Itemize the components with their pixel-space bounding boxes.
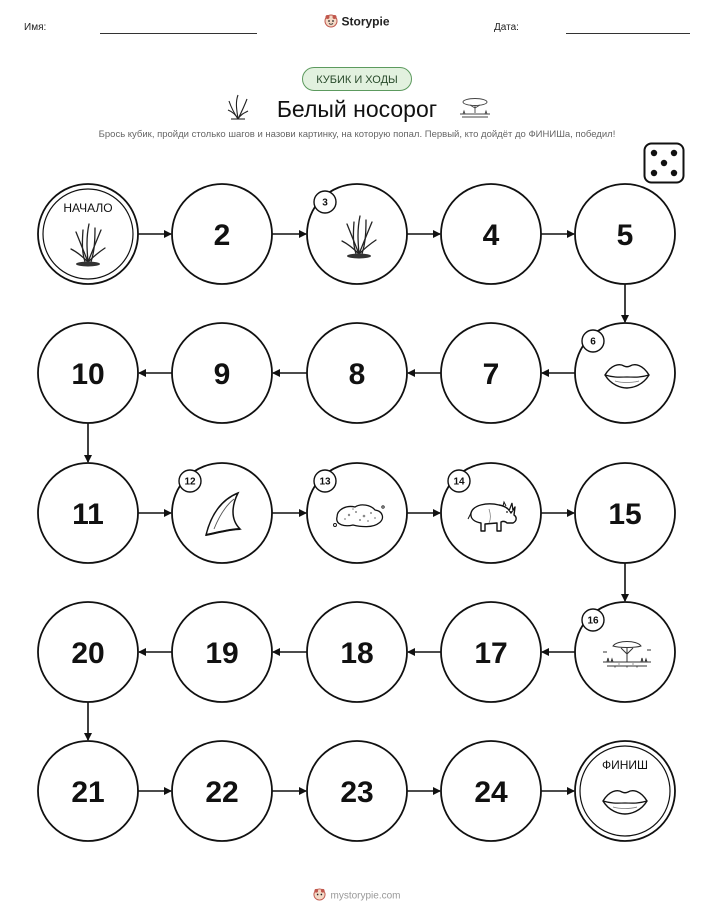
board-space-19	[172, 602, 272, 702]
board-space-24	[441, 741, 541, 841]
board-space-8	[307, 323, 407, 423]
board-space-18	[307, 602, 407, 702]
space-number-badge: 6	[590, 336, 596, 348]
space-number: 22	[205, 776, 239, 809]
board-space-15	[575, 463, 675, 563]
board-space-10	[38, 323, 138, 423]
space-number-badge: 3	[322, 197, 328, 209]
board-space-13	[307, 463, 407, 563]
board-space-17	[441, 602, 541, 702]
space-number: 9	[213, 358, 231, 391]
board-space-5	[575, 184, 675, 284]
name-label: Имя:	[24, 22, 47, 33]
board-space-16	[575, 602, 675, 702]
space-number: 23	[340, 776, 374, 809]
board-space-3	[307, 184, 407, 284]
space-number: 15	[608, 498, 642, 531]
space-number: 21	[71, 776, 105, 809]
board-space-22	[172, 741, 272, 841]
board-space-6	[575, 323, 675, 423]
board-space-2	[172, 184, 272, 284]
game-type-badge: КУБИК И ХОДЫ	[302, 67, 412, 91]
board-space-20	[38, 602, 138, 702]
space-number: 5	[616, 219, 634, 252]
space-number: 24	[474, 776, 508, 809]
space-number: 4	[482, 219, 500, 252]
space-number-badge: 14	[453, 476, 465, 488]
start-space	[38, 184, 138, 284]
finish-label: ФИНИШ	[601, 758, 649, 772]
start-label: НАЧАЛО	[63, 201, 113, 215]
space-number: 2	[213, 219, 231, 252]
space-number: 11	[72, 498, 104, 531]
space-number: 7	[482, 358, 500, 391]
finish-space	[575, 741, 675, 841]
footer-url: mystorypie.com	[330, 890, 401, 902]
space-number: 10	[71, 358, 105, 391]
board-space-23	[307, 741, 407, 841]
instructions: Брось кубик, пройди столько шагов и назови картинку, на которую попал. Первый, кто дойдёт до ФИНИШа, победил!	[98, 129, 616, 140]
space-number-badge: 13	[319, 476, 331, 488]
board-space-11	[38, 463, 138, 563]
board-space-21	[38, 741, 138, 841]
space-number: 8	[348, 358, 366, 391]
space-number: 19	[205, 637, 239, 670]
date-label: Дата:	[494, 22, 519, 33]
board-space-9	[172, 323, 272, 423]
board-space-12	[172, 463, 272, 563]
space-number: 17	[474, 637, 508, 670]
storypie-logo-icon	[313, 888, 326, 904]
space-number: 18	[340, 637, 374, 670]
board-space-14	[441, 463, 541, 563]
brand-name: Storypie	[341, 14, 390, 29]
footer	[0, 888, 714, 904]
board-space-4	[441, 184, 541, 284]
space-number-badge: 16	[587, 615, 599, 627]
board-space-7	[441, 323, 541, 423]
space-number: 20	[71, 637, 105, 670]
page-title: Белый носорог	[276, 96, 438, 122]
board-spaces	[38, 184, 675, 841]
space-number-badge: 12	[184, 476, 196, 488]
